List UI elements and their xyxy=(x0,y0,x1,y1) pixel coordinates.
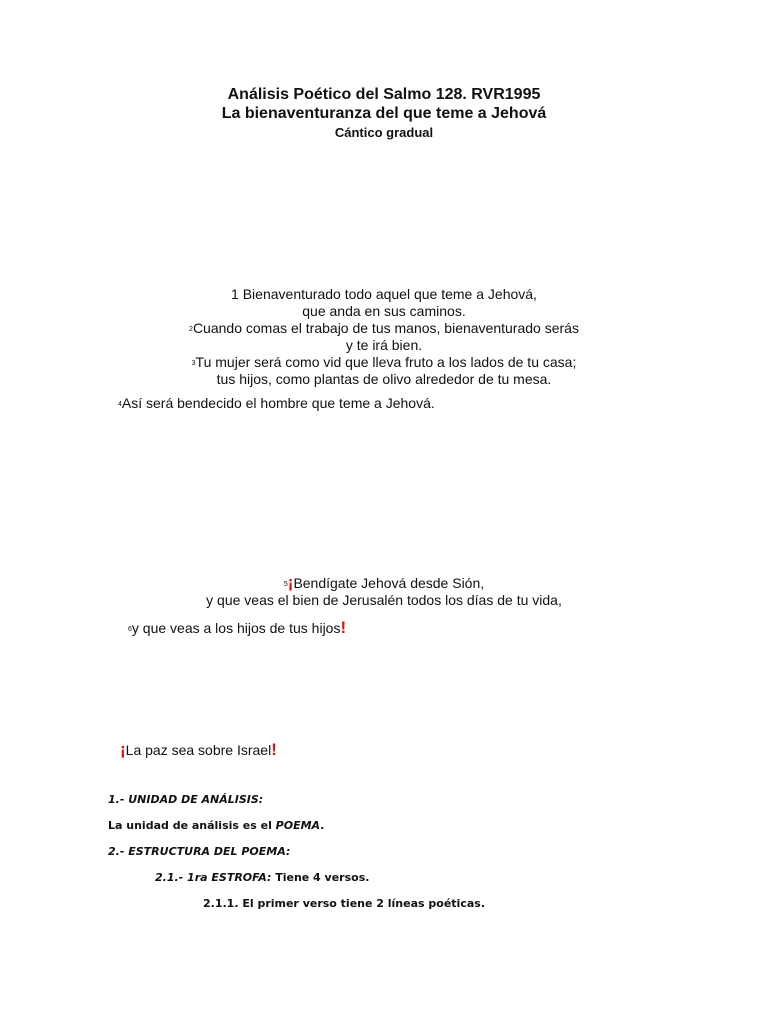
paragraph-unit xyxy=(108,819,324,832)
verse-line-8 xyxy=(0,573,768,593)
subheading-verse-1: 2.1.1. El primer verso tiene 2 líneas poéticas. xyxy=(203,897,485,910)
verse-number: 4 xyxy=(118,401,122,408)
closing-exclamation: ! xyxy=(271,740,277,759)
paragraph-text: La unidad de análisis es el xyxy=(108,819,276,832)
verse-number: 6 xyxy=(128,626,132,633)
verse-number: 3 xyxy=(191,360,196,367)
stanza-text: Tiene 4 versos. xyxy=(271,871,370,884)
verse-number: 2 xyxy=(189,326,193,333)
verse-line-3 xyxy=(0,320,768,336)
document-subtitle: La bienaventuranza del que teme a Jehová xyxy=(221,105,547,122)
verse-text: Tu mujer será como vid que lleva fruto a los lados de tu casa; xyxy=(195,354,577,370)
verse-line-9: y que veas el bien de Jerusalén todos los días de tu vida, xyxy=(206,592,562,608)
subheading-stanza-1 xyxy=(155,871,369,884)
opening-exclamation: ¡ xyxy=(120,740,126,759)
verse-line-10 xyxy=(128,618,346,638)
verse-text: y que veas a los hijos de tus hijos xyxy=(131,620,341,636)
verse-text: Cuando comas el trabajo de tus manos, bienaventurado serás xyxy=(192,320,579,336)
verse-line-4: y te irá bien. xyxy=(345,337,423,353)
verse-text: La paz sea sobre Israel xyxy=(125,742,272,758)
verse-line-5 xyxy=(0,354,768,370)
verse-line-11 xyxy=(120,740,277,760)
verse-line-6: tus hijos, como plantas de olivo alrededor de tu mesa. xyxy=(216,371,552,387)
verse-text: Bendígate Jehová desde Sión, xyxy=(293,575,485,591)
heading-unit-of-analysis: 1.- UNIDAD DE ANÁLISIS: xyxy=(108,793,264,806)
verse-line-1: 1 Bienaventurado todo aquel que teme a Jehová, xyxy=(231,286,537,302)
stanza-label: 2.1.- 1ra ESTROFA: xyxy=(155,871,272,884)
paragraph-end: . xyxy=(320,819,325,832)
section-label: Cántico gradual xyxy=(334,125,434,140)
opening-exclamation: ¡ xyxy=(287,573,294,592)
poem-emphasis: POEMA xyxy=(275,819,321,832)
closing-exclamation: ! xyxy=(340,618,347,637)
document-title: Análisis Poético del Salmo 128. RVR1995 xyxy=(227,86,541,103)
verse-number: 5 xyxy=(283,581,288,588)
verse-text: Así será bendecido el hombre que teme a Jehová. xyxy=(121,395,435,411)
verse-line-2: que anda en sus caminos. xyxy=(302,303,466,319)
verse-line-7 xyxy=(118,395,435,411)
heading-structure: 2.- ESTRUCTURA DEL POEMA: xyxy=(108,845,291,858)
